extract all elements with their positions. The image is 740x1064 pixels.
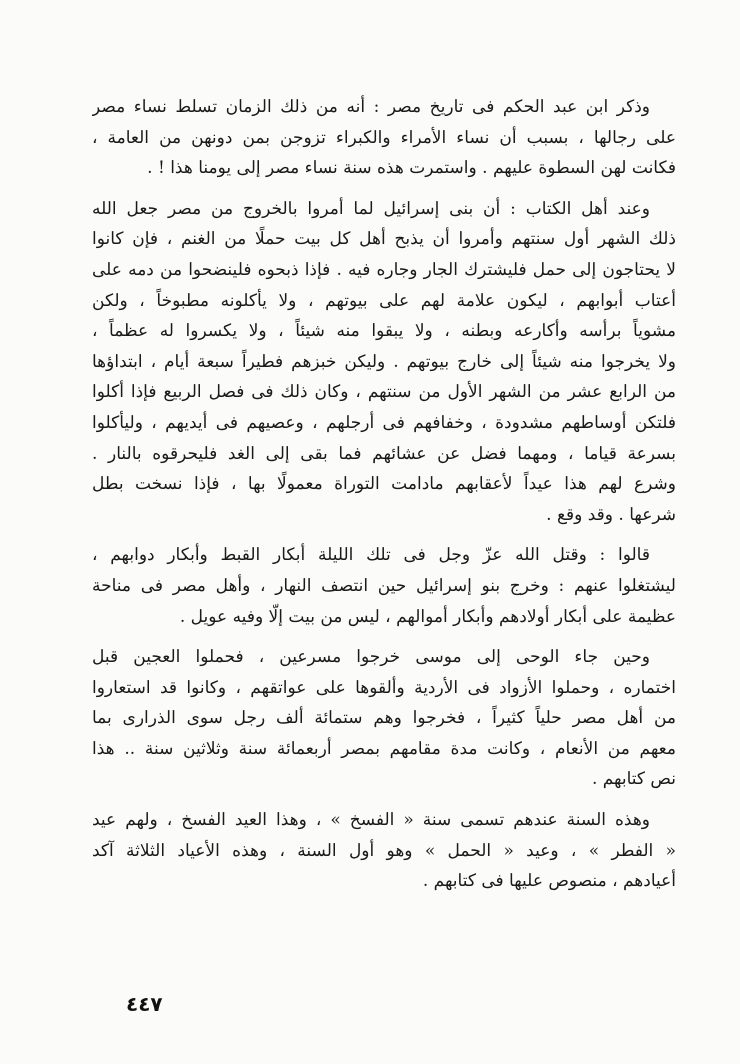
paragraph [92, 642, 676, 795]
text-line: مشوياً برأسه وأكارعه وبطنه ، ولا يبقوا منه شيئاً ، ولا يكسروا له عظماً ، [92, 321, 676, 342]
paragraph [92, 194, 676, 531]
text-line: وعند أهل الكتاب : أن بنى إسرائيل لما أمروا بالخروج من مصر جعل الله [92, 198, 650, 219]
text-line: وشرع لهم هذا عيداً لأعقابهم مادامت التوراة معمولًا بها ، فإذا نسخت بطل [92, 474, 676, 495]
text-line: من الرابع عشر من الشهر الأول من سنتهم ، وكان ذلك فى فصل الربيع فإذا أكلوا [92, 382, 676, 403]
text-line: ولا يخرجوا منه شيئاً إلى خارج بيوتهم . وليكن خبزهم فطيراً سبعة أيام ، ابتداؤها [92, 351, 676, 372]
text-line: معهم من الأنعام ، وكانت مدة مقامهم بمصر أربعمائة سنة وثلاثين سنة .. هذا [92, 738, 676, 759]
text-line: بسرعة قياما ، ومهما فضل عن عشائهم فما بقى إلى الغد فليحرقوه بالنار . [92, 443, 676, 464]
paragraph [92, 805, 676, 897]
text-line: وهذه السنة عندهم تسمى سنة « الفسخ » ، وهذا العيد الفسخ ، ولهم عيد [92, 810, 650, 831]
text-line: على رجالها ، بسبب أن نساء الأمراء والكبراء تزوجن بمن دونهن من العامة ، [92, 127, 676, 148]
text-line: « الفطر » ، وعيد « الحمل » وهو أول السنة ، وهذه الأعياد الثلاثة آكد [92, 840, 676, 861]
text-line: فكانت لهن السطوة عليهم . واستمرت هذه سنة نساء مصر إلى يومنا هذا ! . [147, 158, 676, 179]
text-block [92, 92, 676, 907]
text-line: لا يحتاجون إلى حمل فليشترك الجار وجاره فيه . فإذا ذبحوه فلينضحوا من دمه على [92, 259, 676, 280]
text-line: من أهل مصر حلياً كثيراً ، فخرجوا وهم ستمائة ألف رجل سوى الذرارى بما [92, 708, 676, 729]
text-line: ذلك الشهر أول سنتهم وأمروا أن يذبح أهل كل بيت حملًا من الغنم ، فإن كانوا [92, 229, 676, 250]
paragraph [92, 540, 676, 632]
text-line: قالوا : وقتل الله عزّ وجل فى تلك الليلة أبكار القبط وأبكار دوابهم ، [92, 545, 650, 566]
text-line: أعيادهم ، منصوص عليها فى كتابهم . [422, 871, 676, 892]
text-line: نص كتابهم . [591, 769, 676, 790]
paragraph [92, 92, 676, 184]
text-line: فلتكن أوساطهم مشدودة ، وخفافهم فى أرجلهم ، وعصيهم فى أيديهم ، وليأكلوا [92, 412, 676, 433]
text-line: وحين جاء الوحى إلى موسى خرجوا مسرعين ، فحملوا العجين قبل [92, 647, 650, 668]
text-line: عظيمة على أبكار أولادهم وأبكار أموالهم ، ليس من بيت إلّا وفيه عويل . [179, 606, 676, 627]
text-line: أعتاب أبوابهم ، ليكون علامة لهم على بيوتهم ، ولا يأكلونه مطبوخاً ، ولكن [92, 290, 676, 311]
text-line: وذكر ابن عبد الحكم فى تاريخ مصر : أنه من ذلك الزمان تسلط نساء مصر [92, 97, 650, 117]
text-line: ليشتغلوا عنهم : وخرج بنو إسرائيل حين انتصف النهار ، وأهل مصر فى مناحة [92, 575, 676, 596]
text-line: شرعها . وقد وقع . [546, 504, 676, 525]
page-number: ٤٤٧ [126, 992, 163, 1016]
text-line: اختماره ، وحملوا الأزواد فى الأردية وألقوها على عواتقهم ، وكانوا قد استعاروا [92, 677, 676, 698]
